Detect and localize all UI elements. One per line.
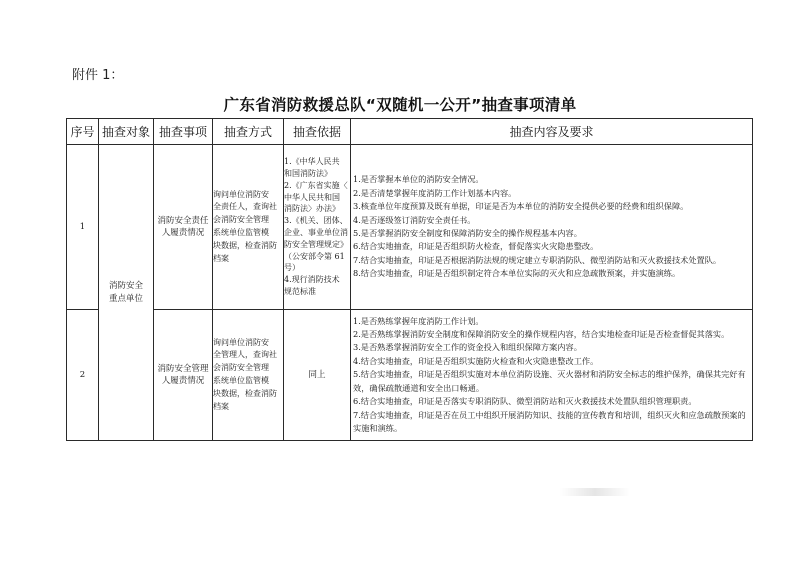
document-title: 广东省消防救援总队“双随机一公开”抽查事项清单 — [223, 96, 577, 114]
requirement-item: 1.是否熟练掌握年度消防工作计划。 — [353, 315, 484, 326]
requirement-item: 2.是否清楚掌握年度消防工作计划基本内容。 — [353, 187, 517, 198]
requirement-item: 1.是否掌握本单位的消防安全情况。 — [353, 174, 484, 185]
object-line: 重点单位 — [108, 293, 143, 304]
requirement-item: 7.结合实地抽查，印证是否根据消防法规的规定建立专职消防队、微型消防站和灭火救援技术处置队。 — [353, 254, 722, 265]
requirement-item: 4.结合实地抽查，印证是否组织实施防火检查和火灾隐患整改工作。 — [353, 355, 599, 366]
item-line: 消防安全责任 — [157, 215, 209, 226]
requirement-item: 8.结合实地抽查，印证是否组织制定符合本单位实际的灭火和应急疏散预案，并实施演练。 — [353, 268, 681, 279]
requirement-item: 6.结合实地抽查，印证是否组织防火检查，督促落实火灾隐患整改。 — [353, 241, 599, 252]
row-seq: 2 — [67, 310, 99, 441]
method-line: 询问单位消防安 — [213, 337, 269, 347]
requirement-item: 6.结合实地抽查，印证是否落实专职消防队、微型消防站和灭火救援技术处置队组织管理职责。 — [353, 396, 697, 407]
item-cell — [154, 310, 213, 441]
object-cell — [99, 145, 154, 441]
requirement-item: 3.是否熟悉掌握消防安全工作的资金投入和组织保障方案内容。 — [353, 342, 582, 353]
basis-line: 规范标准 — [284, 287, 316, 297]
basis-line: 防安全管理规定》 — [284, 239, 348, 249]
scan-smudge — [560, 488, 630, 496]
row-seq: 1 — [67, 145, 99, 310]
method-line: 全管理人，查询社 — [213, 350, 277, 360]
header-method: 抽查方式 — [213, 119, 284, 145]
method-line: 档案 — [213, 401, 229, 411]
method-cell — [213, 145, 284, 310]
item-line: 人履责情况 — [161, 376, 205, 386]
requirements-cell — [351, 145, 753, 310]
basis-line: 3.《机关、团体、 — [284, 216, 348, 226]
object-line: 消防安全 — [108, 281, 143, 292]
table-header-row — [67, 119, 753, 145]
header-requirements: 抽查内容及要求 — [351, 119, 753, 145]
method-line: 询问单位消防安 — [213, 189, 269, 199]
basis-line: 企业、事业单位消 — [284, 228, 348, 237]
method-line: 块数据，检查消防 — [213, 388, 277, 398]
item-line: 人履责情况 — [161, 228, 205, 238]
header-seq: 序号 — [67, 119, 99, 145]
requirement-item: 5.结合实地抽查，印证是否组织实施对本单位消防设施、灭火器材和消防安全标志的维护保养，确保其完好有效，确保疏散通道和安全出口畅通。 — [353, 369, 746, 393]
basis-cell: 同上 — [284, 310, 351, 441]
method-line: 档案 — [213, 253, 229, 263]
item-line: 消防安全管理 — [157, 363, 209, 374]
basis-line: 1.《中华人民共 — [284, 157, 340, 167]
basis-line: 消防法〉办法》 — [284, 204, 340, 214]
basis-line: （公安部令第 61 — [284, 251, 345, 261]
requirement-item: 4.是否逐级签订消防安全责任书。 — [353, 214, 476, 225]
requirement-item: 2.是否熟练掌握消防安全制度和保障消防安全的操作规程内容，结合实地检查印证是否检查督促其落实。 — [353, 329, 730, 340]
basis-line: 2.《广东省实施〈 — [284, 180, 348, 190]
requirement-item: 7.结合实地抽查，印证是否在员工中组织开展消防知识、技能的宣传教育和培训，组织灭火和应急疏散预案的实施和演练。 — [353, 409, 746, 433]
method-line: 会消防安全管理 — [213, 363, 269, 373]
method-line: 系统单位监管模 — [213, 228, 269, 237]
basis-line: 号） — [284, 263, 300, 273]
requirements-cell — [351, 310, 753, 441]
header-item: 抽查事项 — [154, 119, 213, 145]
basis-cell — [284, 145, 351, 310]
method-cell — [213, 310, 284, 441]
basis-line: 和国消防法》 — [284, 168, 332, 178]
inspection-table — [66, 118, 753, 441]
attachment-label: 附件 1： — [72, 68, 124, 83]
requirement-item: 3.核查单位年度预算及既有单据，印证是否为本单位的消防安全提供必要的经费和组织保障。 — [353, 201, 689, 212]
item-cell — [154, 145, 213, 310]
method-line: 系统单位监管模 — [213, 376, 269, 385]
method-line: 全责任人，查询社 — [213, 202, 277, 212]
header-object: 抽查对象 — [99, 119, 154, 145]
table-row — [67, 310, 753, 441]
basis-line: 4.现行消防技术 — [284, 275, 340, 285]
basis-line: 中华人民共和国 — [284, 192, 340, 202]
requirement-item: 5.是否掌握消防安全制度和保障消防安全的操作规程基本内容。 — [353, 228, 582, 238]
method-line: 块数据，检查消防 — [213, 240, 277, 250]
method-line: 会消防安全管理 — [213, 215, 269, 225]
header-basis: 抽查依据 — [284, 119, 351, 145]
table-row — [67, 145, 753, 310]
